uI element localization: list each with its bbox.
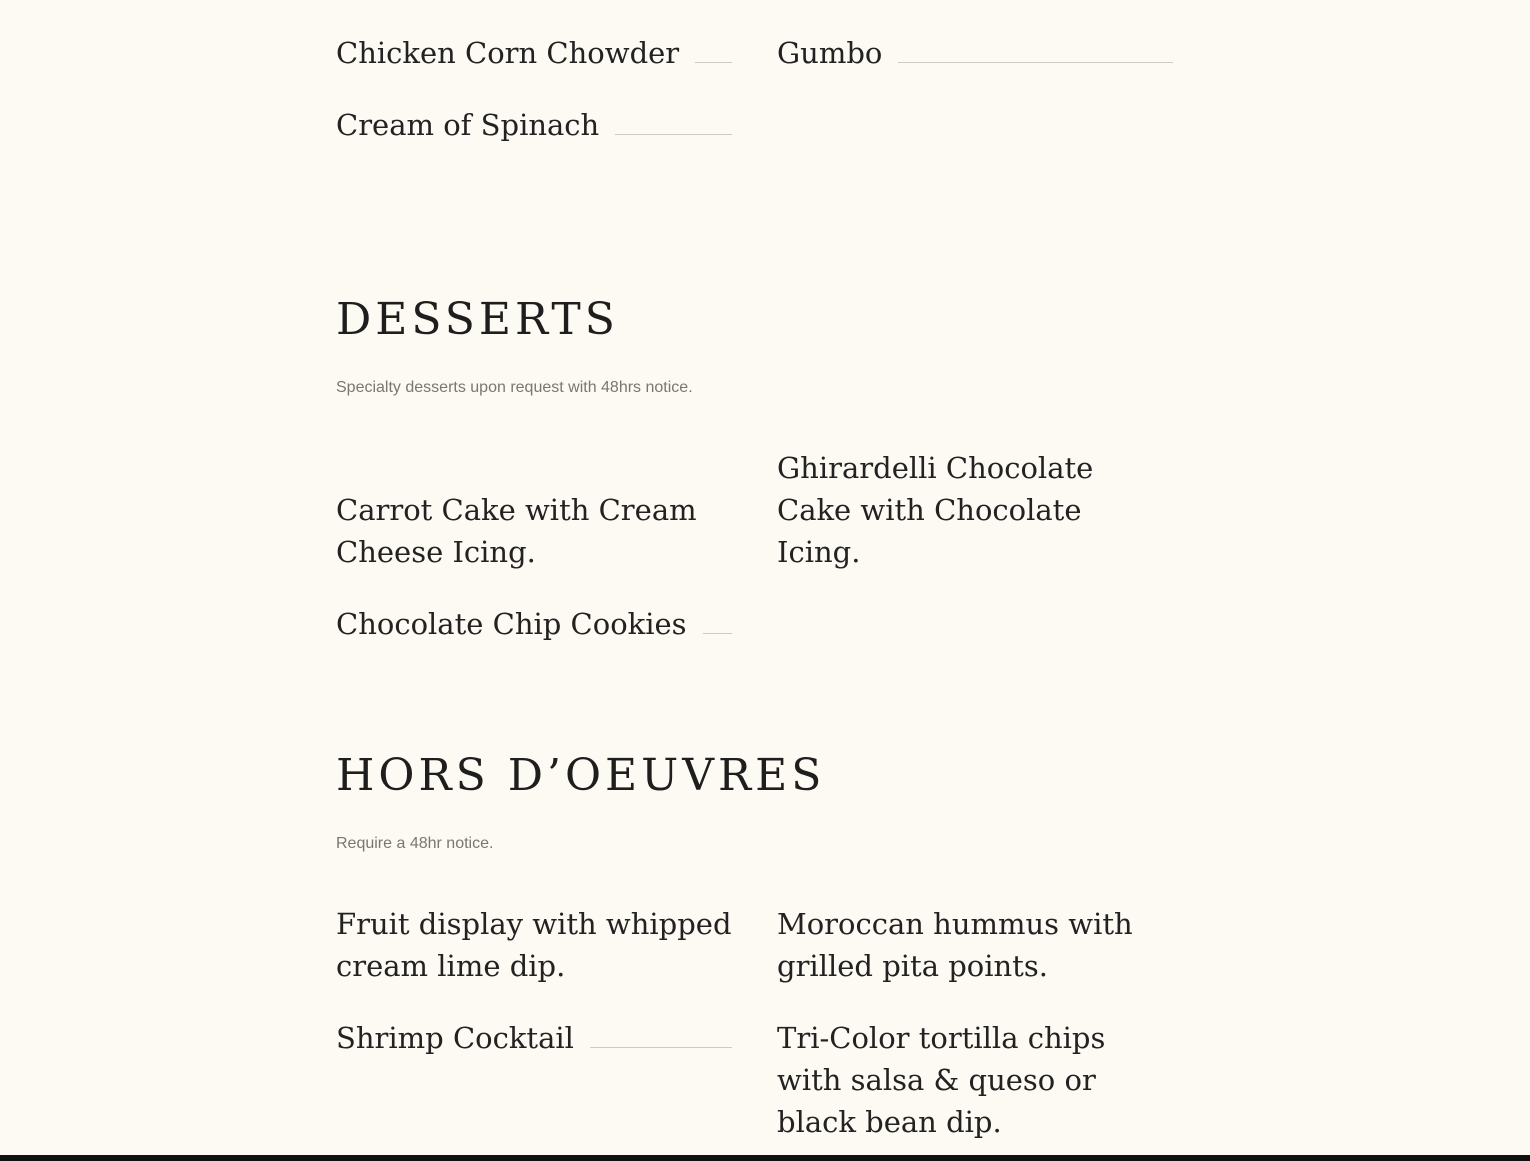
menu-item-label: Shrimp Cocktail (336, 1021, 574, 1055)
leader-line (703, 633, 732, 634)
menu-item (336, 32, 732, 74)
menu-item-label: Fruit display with whipped cream lime dip. (336, 907, 732, 983)
menu-item (777, 1017, 1173, 1143)
menu-item-label: Ghirardelli Chocolate Cake with Chocolate Icing. (777, 451, 1094, 569)
menu-item-label: Carrot Cake with Cream Cheese Icing. (336, 493, 697, 569)
menu-item (777, 32, 1173, 74)
soups-grid (336, 32, 1173, 146)
hors-doeuvres-grid (336, 903, 1173, 1143)
menu-item-label: Tri-Color tortilla chips with salsa & queso or black bean dip. (777, 1021, 1106, 1139)
menu-item (336, 104, 732, 146)
section-note-desserts: Specialty desserts upon request with 48hrs notice. (336, 379, 693, 396)
leader-line (615, 134, 732, 135)
leader-line (590, 1047, 732, 1048)
menu-item-label: Chicken Corn Chowder (336, 36, 680, 70)
menu-item-label: Chocolate Chip Cookies (336, 607, 687, 641)
desserts-grid (336, 447, 1173, 645)
menu-item (336, 1017, 732, 1059)
section-title-hors-doeuvres: HORS D’OEUVRES (336, 750, 826, 801)
section-note-hors-doeuvres: Require a 48hr notice. (336, 835, 494, 852)
section-title-desserts: DESSERTS (336, 294, 619, 345)
bottom-edge-bar (0, 1155, 1530, 1161)
menu-item (777, 903, 1173, 987)
menu-item-label: Cream of Spinach (336, 108, 600, 142)
menu-item (336, 603, 732, 645)
menu-item (336, 447, 732, 573)
menu-item-label: Gumbo (777, 36, 883, 70)
menu-item (777, 447, 1173, 573)
leader-line (898, 62, 1173, 63)
menu-item (336, 903, 732, 987)
leader-line (695, 62, 732, 63)
menu-item-label: Moroccan hummus with grilled pita points. (777, 907, 1133, 983)
